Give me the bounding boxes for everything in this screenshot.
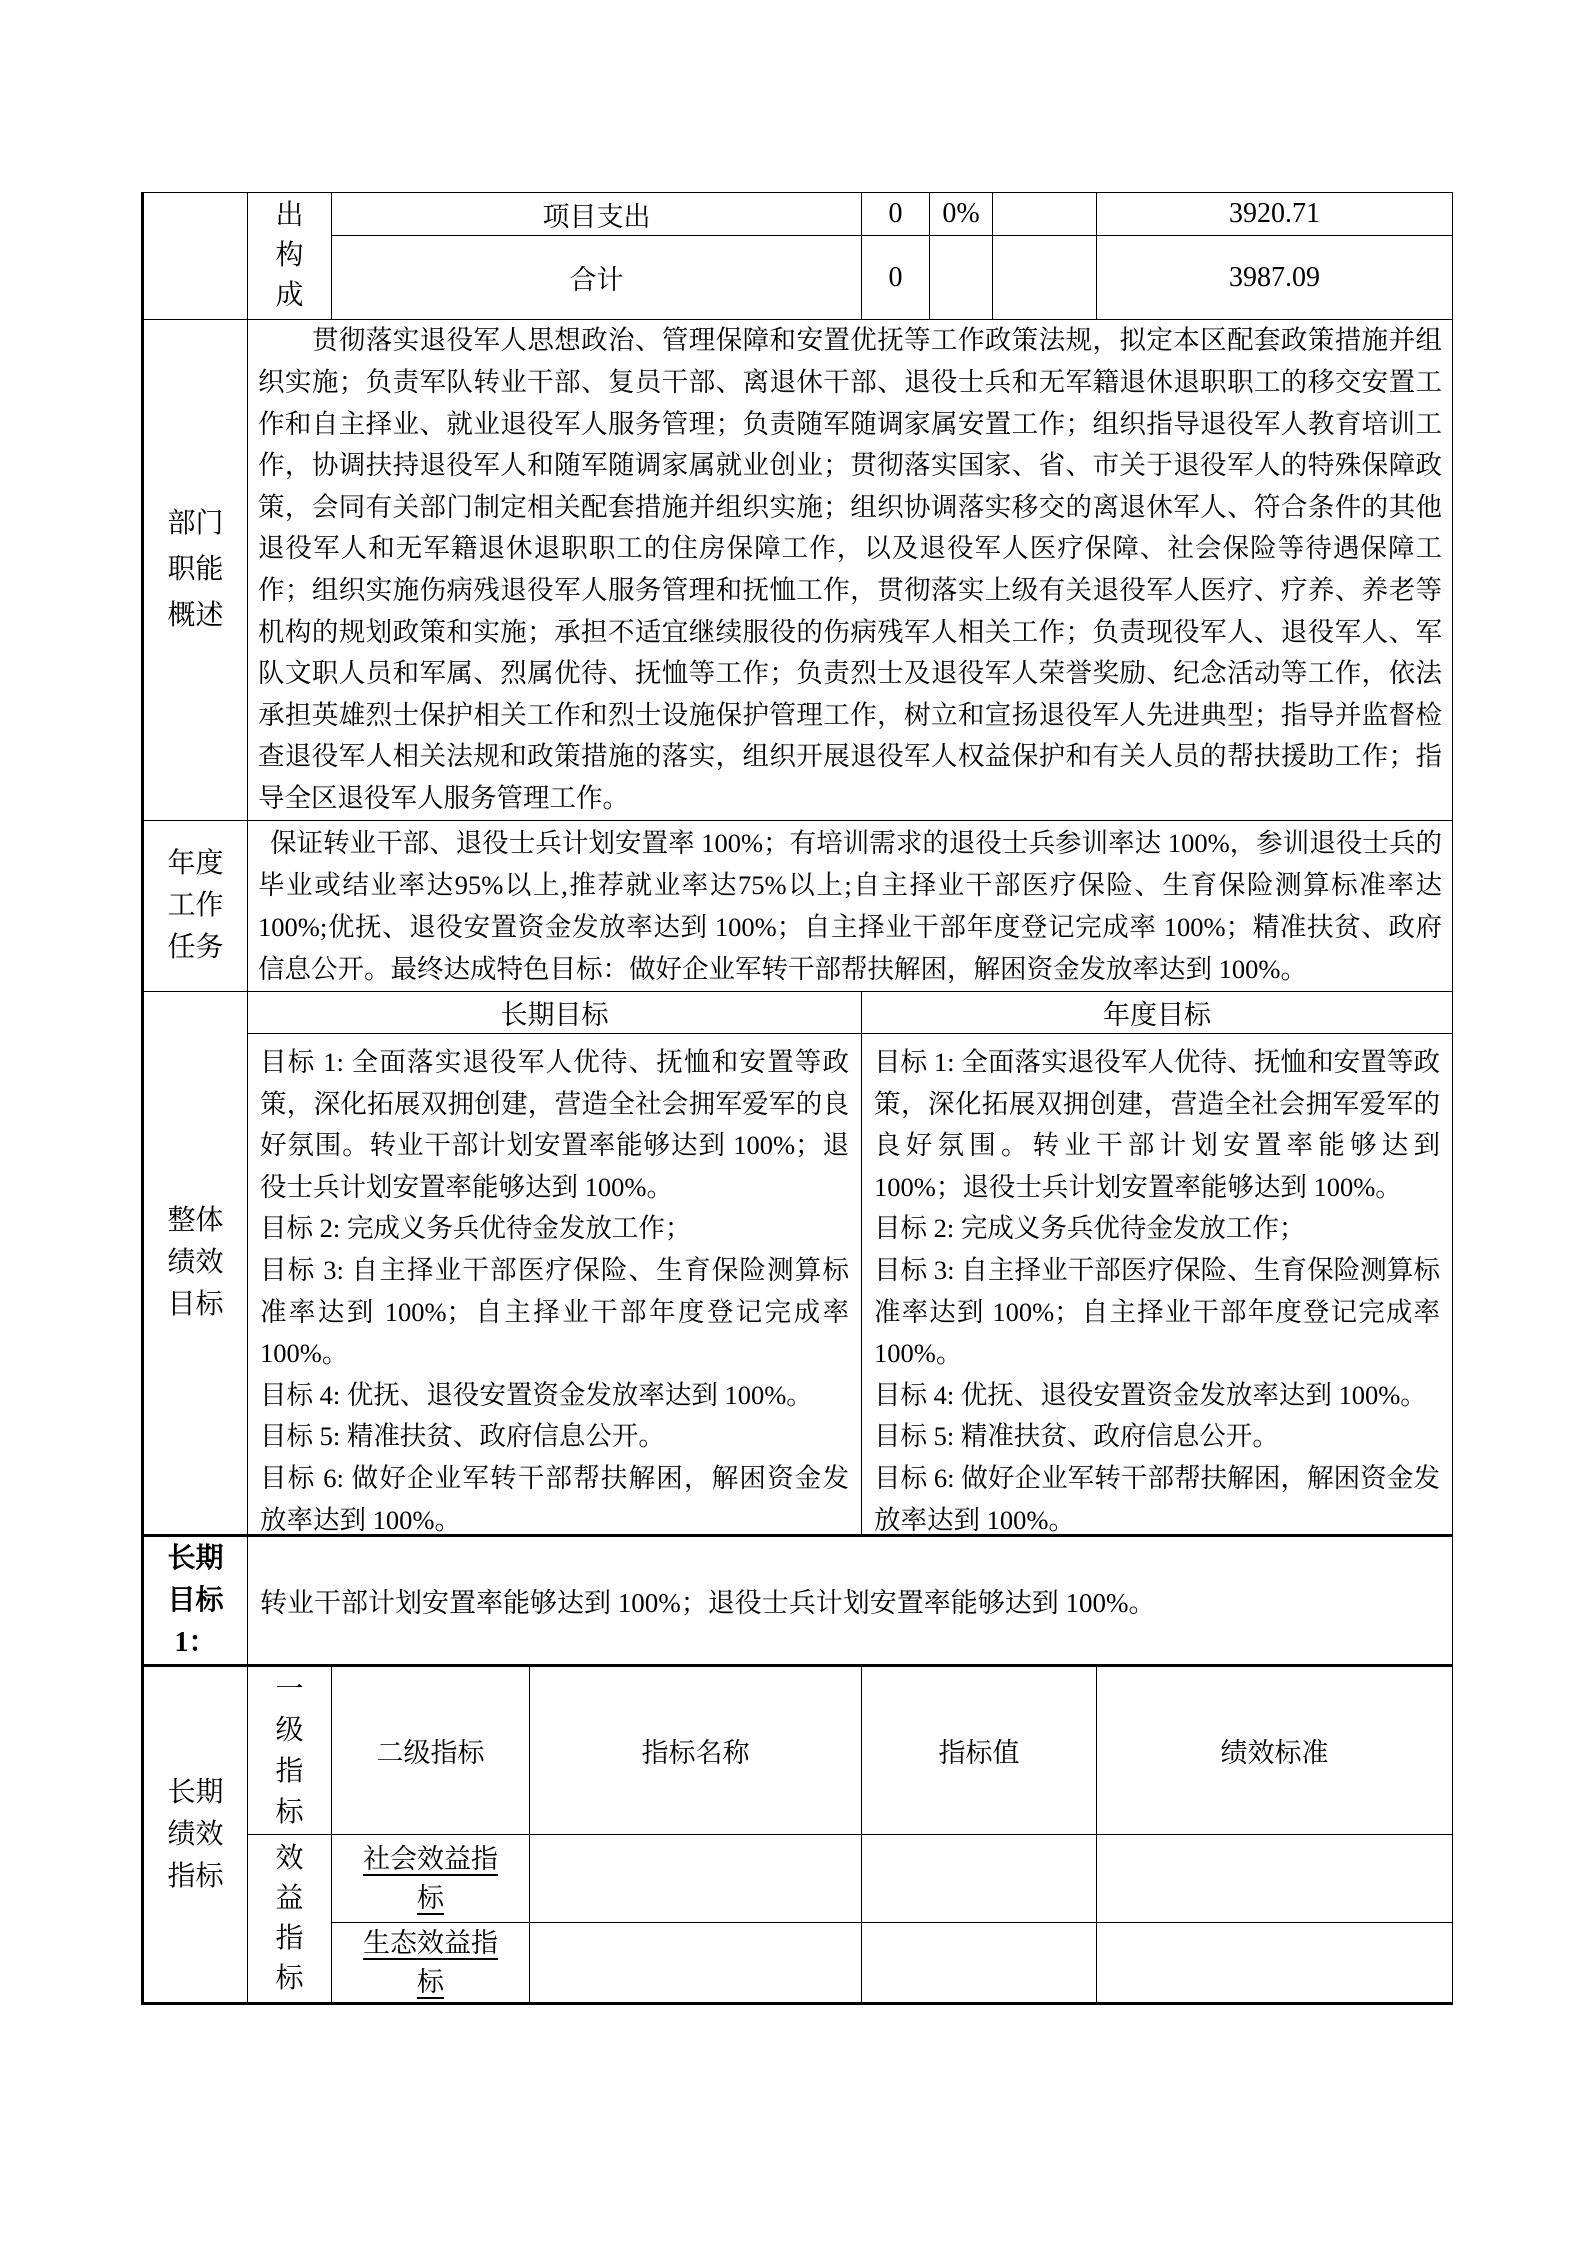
overall-goals-section: [144, 992, 1452, 1537]
eco-benefit-name-cell: [530, 1923, 862, 2002]
row-project-expense-amount: 3920.71: [1097, 193, 1452, 236]
long-term-goal1-section: [144, 1537, 1452, 1667]
annual-tasks-text: 保证转业干部、退役士兵计划安置率 100%；有培训需求的退役士兵参训率达 100%，参训退役士兵的毕业或结业率达95%以上,推荐就业率达75%以上;自主择业干部医疗保险、生育保险测算标准率达100%;优抚、退役安置资金发放率达到 100%；自主择业干部年度登记完成率 100%；精准扶贫、政府信息公开。最终达成特色目标：做好企业军转干部帮扶解困，解困资金发放率达到 100%。: [258, 828, 1442, 984]
row-total-amount: 3987.09: [1229, 261, 1320, 293]
long-term-goal-1: 目标 1: 全面落实退役军人优待、抚恤和安置等政策，深化拓展双拥创建，营造全社会拥军爱军的良好氛围。转业干部计划安置率能够达到 100%；退役士兵计划安置率能够达到 100%。: [260, 1047, 849, 1202]
long-term-indicators-label: 长期绩效指标: [167, 1776, 224, 1892]
eco-benefit-indicator-cell: [332, 1923, 530, 2002]
expenditure-section: [144, 193, 1452, 320]
annual-goal-2: 目标 2: 完成义务兵优待金发放工作；: [874, 1213, 1306, 1244]
long-term-goal1-label: 长期目标1：: [167, 1542, 224, 1658]
benefit-indicator-group-label: 效益指标: [275, 1842, 304, 1994]
annual-goal-3: 目标 3: 自主择业干部医疗保险、生育保险测算标准率达到 100%；自主择业干部年度登记完成率 100%。: [874, 1254, 1440, 1369]
long-term-goal-4: 目标 4: 优抚、退役安置资金发放率达到 100%。: [260, 1379, 813, 1410]
annual-goals-header: 年度目标: [862, 992, 1452, 1034]
row-total-col1: 0: [862, 236, 930, 319]
indicator-value-header: 指标值: [862, 1667, 1097, 1835]
empty-side-label-cell: [144, 193, 248, 319]
department-functions-section: [144, 320, 1452, 821]
long-term-indicators-label-cell: [144, 1667, 248, 2002]
long-term-goals-cell: [248, 1034, 862, 1534]
social-benefit-indicator-label: 社会效益指标: [363, 1843, 498, 1913]
social-benefit-name-cell: [530, 1835, 862, 1923]
annual-tasks-content-cell: [248, 821, 1452, 991]
social-benefit-value-cell: [862, 1835, 1097, 1923]
social-benefit-indicator-cell: [332, 1835, 530, 1923]
overall-goals-label: 整体绩效目标: [167, 1205, 224, 1320]
row-total-col3: [993, 236, 1097, 319]
level1-indicator-header-cell: [248, 1667, 332, 1835]
row-project-expense-col1: 0: [862, 193, 930, 236]
long-term-indicators-section: [144, 1667, 1452, 2002]
annual-goals-cell: [862, 1034, 1452, 1534]
long-term-goal1-label-cell: [144, 1537, 248, 1664]
row-total-name: 合计: [332, 236, 862, 319]
indicator-name-header: 指标名称: [530, 1667, 862, 1835]
department-functions-content-cell: [248, 320, 1452, 820]
long-term-goal-5: 目标 5: 精准扶贫、政府信息公开。: [260, 1421, 665, 1452]
row-project-expense-col2: 0%: [930, 193, 993, 236]
expenditure-composition-label-cell: [248, 193, 332, 319]
level2-indicator-header: 二级指标: [332, 1667, 530, 1835]
annual-goal-1: 目标 1: 全面落实退役军人优待、抚恤和安置等政策，深化拓展双拥创建，营造全社会拥军爱军的良好氛围。转业干部计划安置率能够达到 100%；退役士兵计划安置率能够达到 100%。: [874, 1047, 1440, 1202]
long-term-goal-3: 目标 3: 自主择业干部医疗保险、生育保险测算标准率达到 100%；自主择业干部年度登记完成率 100%。: [260, 1254, 849, 1369]
row-project-expense-name: 项目支出: [332, 193, 862, 236]
department-functions-label: 部门职能概述: [167, 508, 224, 631]
long-term-goal-2: 目标 2: 完成义务兵优待金发放工作；: [260, 1213, 692, 1244]
eco-benefit-standard-cell: [1097, 1923, 1452, 2002]
annual-goal-4: 目标 4: 优抚、退役安置资金发放率达到 100%。: [874, 1379, 1427, 1410]
row-total-col2: [930, 236, 993, 319]
social-benefit-standard-cell: [1097, 1835, 1452, 1923]
long-term-goals-header: 长期目标: [248, 992, 862, 1034]
annual-goal-6: 目标 6: 做好企业军转干部帮扶解困，解困资金发放率达到 100%。: [874, 1462, 1440, 1534]
overall-goals-label-cell: [144, 992, 248, 1534]
eco-benefit-value-cell: [862, 1923, 1097, 2002]
level1-indicator-header: 一级指标: [275, 1673, 304, 1828]
long-term-goal1-text: 转业干部计划安置率能够达到 100%；退役士兵计划安置率能够达到 100%。: [260, 1588, 1156, 1618]
row-project-expense-col3: [993, 193, 1097, 236]
department-functions-text: 贯彻落实退役军人思想政治、管理保障和安置优抚等工作政策法规，拟定本区配套政策措施并组织实施；负责军队转业干部、复员干部、离退休干部、退役士兵和无军籍退休退职职工的移交安置工作和自主择业、就业退役军人服务管理；负责随军随调家属安置工作；组织指导退役军人教育培训工作，协调扶持退役军人和随军随调家属就业创业；贯彻落实国家、省、市关于退役军人的特殊保障政策，会同有关部门制定相关配套措施并组织实施；组织协调落实移交的离退休军人、符合条件的其他退役军人和无军籍退休退职职工的住房保障工作，以及退役军人医疗保障、社会保险等待遇保障工作；组织实施伤病残退役军人服务管理和抚恤工作，贯彻落实上级有关退役军人医疗、疗养、养老等机构的规划政策和实施；承担不适宜继续服役的伤病残军人相关工作；负责现役军人、退役军人、军队文职人员和军属、烈属优待、抚恤等工作；负责烈士及退役军人荣誉奖励、纪念活动等工作，依法承担英雄烈士保护相关工作和烈士设施保护管理工作，树立和宣扬退役军人先进典型；指导并监督检查退役军人相关法规和政策措施的落实，组织开展退役军人权益保护和有关人员的帮扶援助工作；指导全区退役军人服务管理工作。: [258, 325, 1442, 813]
department-functions-label-cell: [144, 320, 248, 820]
benefit-indicator-group-cell: [248, 1835, 332, 2002]
expenditure-composition-label: 出构成: [275, 200, 304, 311]
performance-standard-header: 绩效标准: [1097, 1667, 1452, 1835]
eco-benefit-indicator-label: 生态效益指标: [363, 1927, 498, 1997]
performance-report-table: [141, 192, 1453, 2005]
annual-tasks-section: [144, 821, 1452, 992]
long-term-goal-6: 目标 6: 做好企业军转干部帮扶解困，解困资金发放率达到 100%。: [260, 1462, 849, 1534]
annual-tasks-label: 年度工作任务: [167, 848, 224, 963]
annual-tasks-label-cell: [144, 821, 248, 991]
long-term-goal1-content-cell: [248, 1537, 1452, 1664]
annual-goal-5: 目标 5: 精准扶贫、政府信息公开。: [874, 1421, 1279, 1452]
